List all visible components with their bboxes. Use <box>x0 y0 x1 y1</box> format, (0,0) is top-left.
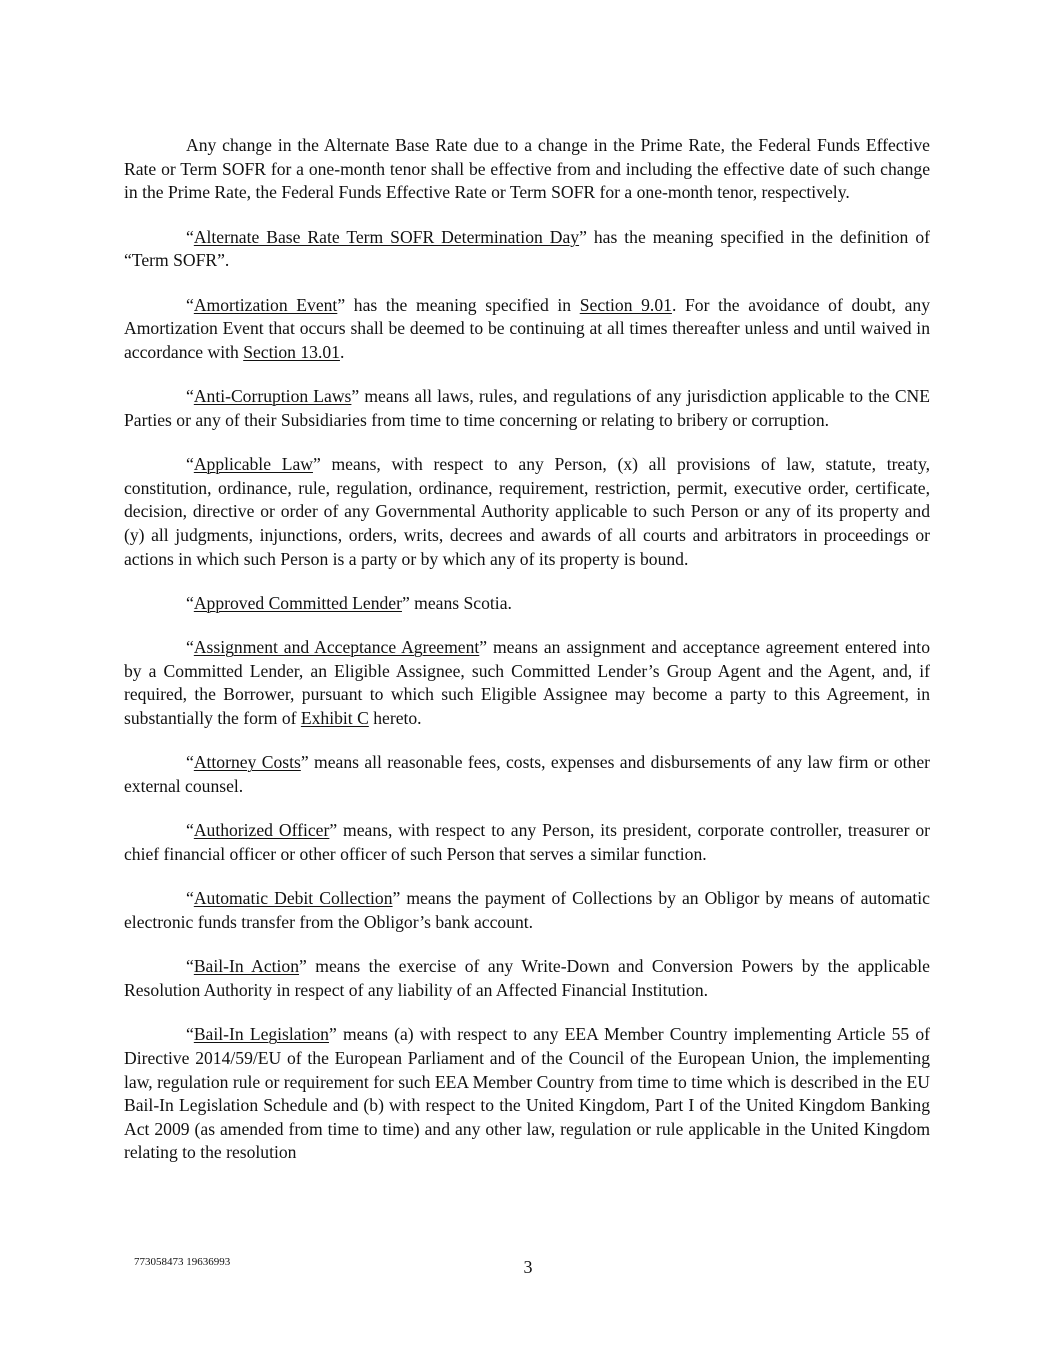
defined-term: Applicable Law <box>193 454 313 475</box>
definition-attorney-costs: “Attorney Costs” means all reasonable fees, costs, expenses and disbursements of any law firm or other external counsel. <box>124 752 930 797</box>
defined-term: Assignment and Acceptance Agreement <box>193 637 480 658</box>
page-number: 3 <box>523 1257 533 1277</box>
defined-term: Anti-Corruption Laws <box>193 386 352 407</box>
definition-bail-in-action: “Bail-In Action” means the exercise of any Write-Down and Conversion Powers by the applicable Resolution Authority in respect of any liability of an Affected Financial Institution. <box>124 956 930 1000</box>
definition-bail-in-legislation: “Bail-In Legislation” means (a) with respect to any EEA Member Country implementing Article 55 of Directive 2014/59/EU of the European Parliament and of the Council of the European Union, the implementing law, regulation rule or requirement for such EEA Member Country from time to time which is described in the EU Bail-In Legislation Schedule and (b) with respect to the United Kingdom, Part I of the United Kingdom Banking Act 2009 (as amended from time to time) and any other law, regulation or rule applicable in the United Kingdom relating to the resolution <box>124 1024 931 1163</box>
definition-automatic-debit-collection: “Automatic Debit Collection” means the payment of Collections by an Obligor by means of automatic electronic funds transfer from the Obligor’s bank account. <box>124 888 930 933</box>
definition-assignment-and-acceptance-agreement: “Assignment and Acceptance Agreement” means an assignment and acceptance agreement entered into by a Committed Lender, an Eligible Assignee, such Committed Lender’s Group Agent and the Agent, and, if required, the Borrower, pursuant to which such Eligible Assignee may become a party to this Agreement, in substantially the form of Exhibit C hereto. <box>124 637 930 729</box>
defined-term: Bail-In Legislation <box>193 1024 329 1045</box>
definition-approved-committed-lender: “Approved Committed Lender” means Scotia. <box>186 592 512 613</box>
definition-anti-corruption-laws: “Anti-Corruption Laws” means all laws, rules, and regulations of any jurisdiction applicable to the CNE Parties or any of their Subsidiaries from time to time concerning or relating to bribery or corruption. <box>124 386 931 430</box>
defined-term: Approved Committed Lender <box>193 592 402 613</box>
defined-term: Authorized Officer <box>193 820 330 841</box>
paragraph-alternate-base-rate-change: Any change in the Alternate Base Rate due to a change in the Prime Rate, the Federal Funds Effective Rate or Term SOFR for a one-month tenor shall be effective from and including the effective date of such change in the Prime Rate, the Federal Funds Effective Rate or Term SOFR for a one-month tenor, respectively. <box>124 135 930 203</box>
defined-term: Attorney Costs <box>193 752 301 773</box>
document-id: 773058473 19636993 <box>134 1256 231 1268</box>
document-body <box>124 134 930 1165</box>
exhibit-reference: Exhibit C <box>300 708 369 729</box>
defined-term: Automatic Debit Collection <box>193 888 393 909</box>
definition-alternate-base-rate-term-sofr-determination-day: “Alternate Base Rate Term SOFR Determination Day” has the meaning specified in the definition of “Term SOFR”. <box>124 226 930 271</box>
definition-amortization-event: “Amortization Event” has the meaning specified in Section 9.01. For the avoidance of doubt, any Amortization Event that occurs shall be deemed to be continuing at all times thereafter unless and until waived in accordance with Section 13.01. <box>124 294 930 362</box>
definition-applicable-law: “Applicable Law” means, with respect to any Person, (x) all provisions of law, statute, treaty, constitution, ordinance, rule, regulation, ordinance, requirement, restriction, permit, executive order, certificate, decision, directive or order of any Governmental Authority applicable to such Person or any of its property and (y) all judgments, injunctions, orders, writs, decrees and awards of all courts and arbitrators in proceedings or actions in which such Person is a party or by which any of its property is bound. <box>124 454 930 569</box>
section-reference: Section 13.01 <box>243 341 340 362</box>
definition-authorized-officer: “Authorized Officer” means, with respect to any Person, its president, corporate controller, treasurer or chief financial officer or other officer of such Person that serves a similar function. <box>124 820 931 865</box>
section-reference: Section 9.01 <box>579 294 672 315</box>
defined-term: Bail-In Action <box>193 956 300 977</box>
defined-term: Alternate Base Rate Term SOFR Determination Day <box>193 226 580 247</box>
defined-term: Amortization Event <box>193 294 338 315</box>
